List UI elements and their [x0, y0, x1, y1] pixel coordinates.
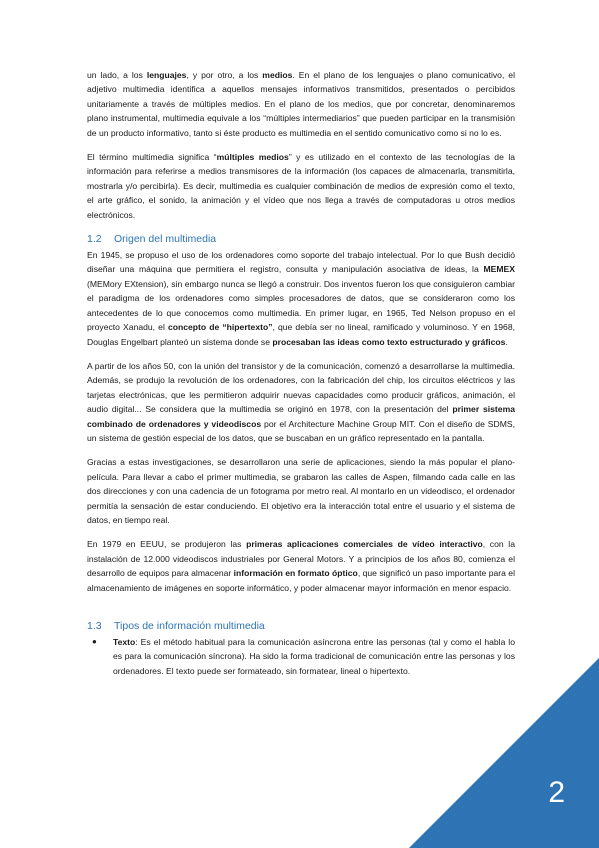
corner-decoration — [409, 658, 599, 848]
paragraph-lenguajes-medios: un lado, a los lenguajes, y por otro, a los medios. En el plano de los lenguajes o plano comunicativo, el adjetivo multimedia identifica a aquellos mensajes informativos transmitidos, presentados o percibidos unitariamente a través de múltiples medios. En el plano de los medios, que por concretar, denominaremos plano instrumental, multimedia equivale a los “múltiples intermediarios” que pueden participar en la transmisión de un producto informativo, tanto si éste producto es multimedia en el sentido comunicativo como si no lo es. — [87, 70, 515, 138]
section-heading-origen — [87, 232, 515, 246]
section-number: 1.2 — [87, 233, 102, 246]
paragraph-aplicaciones: Gracias a estas investigaciones, se desarrollaron una serie de aplicaciones, siendo la más popular el plano-película. Para llevar a cabo el primer multimedia, se grabaron las calles de Aspen, filmando cada calle en las dos direcciones y con una cadencia de un fotograma por metro real. Al montarlo en un videodisco, el ordenador permitía la sensación de estar conduciendo. El objetivo era la interacción total entre el usuario y el sistema de datos, en tiempo real. — [87, 457, 515, 525]
section-heading-tipos — [87, 619, 515, 633]
section-title: Origen del multimedia — [114, 233, 217, 246]
bullet-icon: ● — [92, 637, 97, 646]
paragraph-historia-1945: En 1945, se propuso el uso de los ordenadores como soporte del trabajo intelectual. Por lo que Bush decidió diseñar una máquina que permitiera el registro, consulta y manipulación asociativa de ideas, la MEMEX (MEMory EXtension), sin embargo nunca se llegó a construir. Dos inventos fueron los que consiguieron cambiar el paradigma de los ordenadores como simples procesadores de datos, que se consideraron como los antecedentes de lo que conocemos como multimedia. En primer lugar, en 1965, Ted Nelson propuso en el proyecto Xanadu, el concepto de “hipertexto”, que debía ser no lineal, ramificado y voluminoso. Y en 1968, Douglas Engelbart planteó un sistema donde se procesaban las ideas como texto estructurado y gráficos. — [87, 250, 515, 347]
bold-term: múltiples medios — [216, 152, 289, 163]
bold-term: primeras aplicaciones comerciales de vídeo interactivo — [246, 539, 483, 550]
paragraph-1979: En 1979 en EEUU, se produjeron las primeras aplicaciones comerciales de vídeo interactivo, con la instalación de 12.000 videodiscos industriales por General Motors. Y a principios de los años 80, comienza el desarrollo de equipos para almacenar información en formato óptico, que significó un paso importante para el almacenamiento de imágenes en soporte informático, y poder almacenar mayor información en menor espacio. — [87, 539, 515, 593]
bold-term: concepto de “hipertexto” — [167, 322, 273, 333]
bold-term: Texto — [113, 637, 136, 647]
page-number: 2 — [548, 776, 565, 809]
list-item-texto: ● Texto: Es el método habitual para la comunicación asíncrona entre las personas (tal y como el habla lo es para la comunicación síncrona). Ha sido la forma tradicional de comunicación entre las personas y los ordenadores. El texto puede ser formateado, sin formatear, lineal o hipertexto. — [92, 637, 515, 676]
paragraph-anos-50: A partir de los años 50, con la unión del transistor y de la comunicación, comenzó a desarrollarse la multimedia. Además, se produjo la revolución de los ordenadores, con la fabricación del chip, los circuitos eléctricos y las tarjetas electrónicas, que les permitieron adquirir nuevas capacidades como producir gráficos, animación, el audio digital... Se considera que la multimedia se originó en 1978, con la presentación del primer sistema combinado de ordenadores y videodiscos por el Architecture Machine Group MIT. Con el diseño de SDMS, un sistema de gestión especial de los datos, que se buscaban en un gráfico representado en la pantalla. — [87, 360, 516, 443]
paragraph-definicion: El término multimedia significa “múltiples medios” y es utilizado en el contexto de las tecnologías de la información para referirse a medios transmisores de la información (los capaces de almacenarla, transmitirla, mostrarla y/o percibirla). Es decir, multimedia es cualquier combinación de medios de expresión como el texto, el arte gráfico, el sonido, la animación y el vídeo que nos llega a través de computadoras u otros medios electrónicos. — [87, 152, 516, 220]
bold-term: medios — [262, 70, 293, 80]
corner-triangle — [409, 658, 599, 848]
page-body — [87, 68, 515, 678]
section-title: Tipos de información multimedia — [114, 620, 265, 632]
bold-term: MEMEX — [483, 264, 515, 275]
bold-term: procesaban las ideas como texto estructurado y gráficos — [272, 336, 506, 347]
bold-term: primer sistema combinado de ordenadores y videodiscos — [87, 404, 515, 429]
section-number: 1.3 — [87, 620, 102, 632]
bold-term: información en formato óptico — [233, 568, 358, 579]
bold-term: lenguajes — [146, 70, 187, 80]
